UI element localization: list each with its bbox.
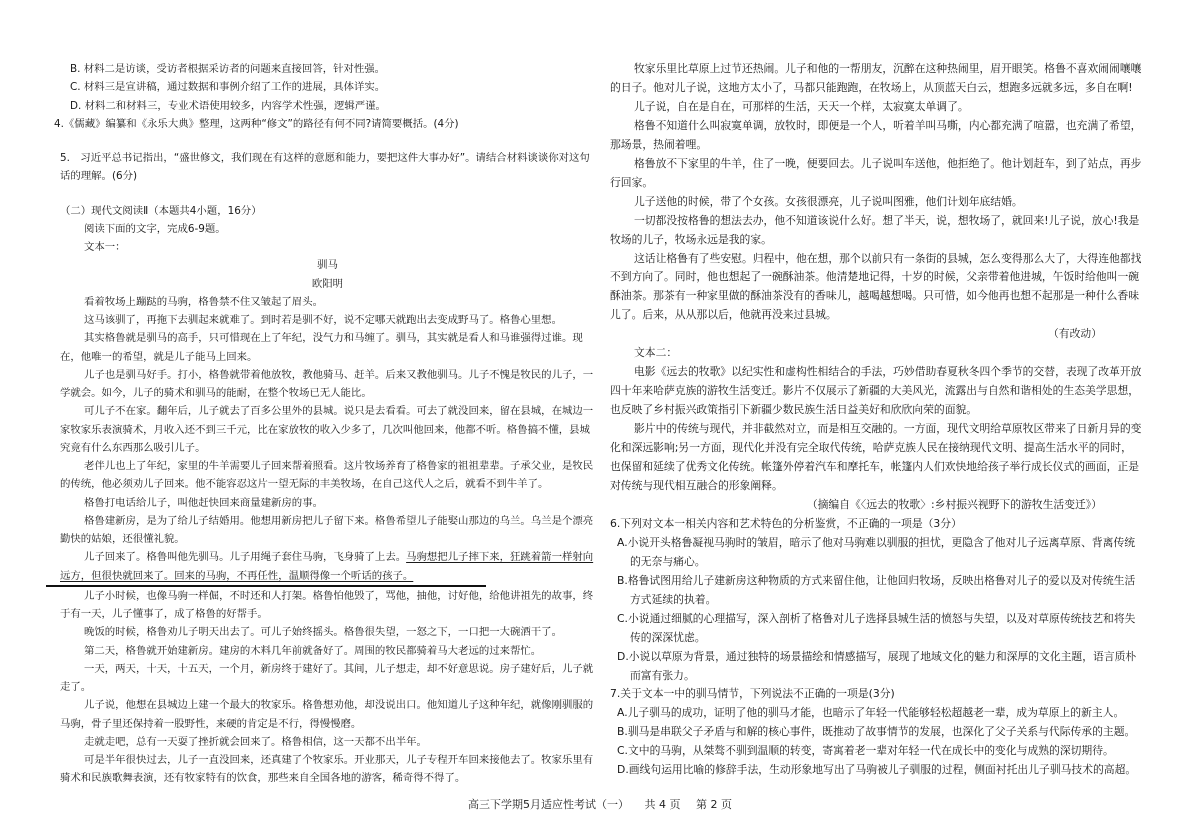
story-title: 驯马 [317,259,338,272]
story-paragraph: 格鲁建新房，是为了给儿子结婚用。他想用新房把儿子留下来。格鲁希望儿子能娶山那边的乌兰。乌兰是个漂亮勤快的姑娘，还很懂礼貌。 [60,514,594,545]
article-paragraph: 电影《远去的牧歌》以纪实性和虚构性相结合的手法，巧妙借助春夏秋冬四个季节的交替，表现了改革开放四十年来哈萨克族的游牧生活变迁。影片不仅展示了新疆的大美风光，流露出与自然和谐相处的生态美学思想，也反映了乡村振兴政策指引下新疆少数民族生活日益美好和欣欣向荣的面貌。 [610,365,1142,417]
text2-source: （摘编自《〈远去的牧歌〉:乡村振兴视野下的游牧生活变迁》） [806,497,1102,511]
story-paragraph: 其实格鲁就是驯马的高手，只可惜现在上了年纪，没气力和马缠了。驯马，其实就是看人和马谁强得过谁。现在，他唯一的希望，就是儿子能马上回来。 [60,332,583,363]
story-paragraph: 一天，两天，十天，十五天，一个月，新房终于建好了。其间，儿子想走，却不好意思说。房子建好后，儿子就走了。 [60,662,594,693]
story-author: 欧阳明 [311,277,344,290]
question-7-option-b: B.驯马是串联父子矛盾与和解的核心事件，既推动了故事情节的发展，也深化了父子关系与代际传承的主题。 [617,725,1136,739]
story-paragraph: 儿子说，他想在县城边上建一个最大的牧家乐。格鲁想劝他，却没说出口。他知道儿子这种年纪，就像刚驯服的马驹，骨子里还保持着一股野性，来硬的肯定是不行，得慢慢磨。 [60,699,594,730]
story-paragraph: 这马该驯了，再拖下去驯起来就难了。到时若是驯不好，说不定哪天就跑出去变成野马了。格鲁心里想。 [84,314,562,326]
section-heading: （二）现代文阅读Ⅱ（本题共4小题，16分） [60,204,262,217]
story-paragraph: 儿子说，自在是自在，可那样的生活，天天一个样，太寂寞太单调了。 [634,99,969,113]
story-paragraph: 晚饭的时候，格鲁劝儿子明天出去了。可儿子始终摇头。格鲁很失望，一怒之下，一口把一大碗酒干了。 [84,626,562,639]
question-6-option-c: C.小说通过细腻的心理描写，深入剖析了格鲁对儿子选择县城生活的愤怒与失望，以及对草原传统技艺和将失传的深深忧虑。 [617,611,1136,644]
source-note: （有改动） [1048,327,1102,341]
option-c-q3: C. 材料三是宣讲稿，通过数据和事例介绍了工作的进展，具体详实。 [70,81,386,94]
question-7-option-a: A.儿子驯马的成功，证明了他的驯马才能，也暗示了年轻一代能够轻松超越老一辈，成为草原上的新主人。 [617,706,1125,720]
question-7-option-c: C.文中的马驹，从桀骜不驯到温顺的转变，寄寓着老一辈对年轻一代在成长中的变化与成熟的深切期待。 [617,744,1114,758]
paragraph-text: 儿子回来了。格鲁叫他先驯马。儿子用绳子套住马驹，飞身骑了上去。 [84,551,407,564]
story-paragraph: 格鲁不知道什么叫寂寞单调，放牧时，即便是一个人，听着羊叫马嘶，内心都充满了喧嚣，也充满了希望，那场景，热闹着哩。 [610,118,1142,151]
story-paragraph: 儿子送他的时候，带了个女孩。女孩很漂亮，儿子说叫图雅，他们计划年底结婚。 [634,194,1023,208]
text1-label: 文本一： [84,241,126,253]
question-5: 5. 习近平总书记指出，“盛世修文，我们现在有这样的意愿和能力，要把这件大事办好”。请结合材料谈谈你对这句话的理解。(6分) [60,152,590,183]
page-footer [0,796,1200,812]
option-b-q3: B. 材料二是访谈，受访者根据采访者的问题来直接回答，针对性强。 [70,63,386,75]
underlined-sentence: 马驹想把儿子摔下来，狂跳着箭一样射向远方，但很快就回来了。回来的马驹，不再任性，温顺得像一个听话的孩子。 [60,551,594,582]
question-6-option-a: A.小说开头格鲁凝视马驹时的皱眉，暗示了他对马驹难以驯服的担忧，更隐含了他对儿子远离草原、背离传统的无奈与痛心。 [617,535,1136,568]
story-paragraph: 老伴儿也上了年纪，家里的牛羊需要儿子回来帮着照看。这片牧场养育了格鲁家的祖祖辈辈。子承父业，是牧民的传统，他必须劝儿子回来。他不能容忍这片一望无际的丰美牧场，在自己这代人之后，就看不到牛羊了。 [60,460,594,491]
story-paragraph: 看着牧场上蹦跶的马驹，格鲁禁不住又皱起了眉头。 [84,295,323,308]
underlined-paragraph [60,548,595,585]
question-6-option-b: B.格鲁试图用给儿子建新房这种物质的方式来留住他，让他回归牧场，反映出格鲁对儿子的爱以及对传统生活方式延续的执着。 [617,573,1136,606]
story-paragraph: 格鲁放不下家里的牛羊，住了一晚，便要回去。儿子说叫车送他，他拒绝了。他计划赶车，到了站点，再步行回家。 [610,156,1142,189]
story-paragraph: 儿子小时候，也像马驹一样倔，不时还和人打架。格鲁怕他毁了，骂他，抽他，讨好他，给他讲祖先的故事，终于有一天，儿子懂事了，成了格鲁的好帮手。 [60,589,594,620]
story-paragraph: 走就走吧，总有一天耍了挫折就会回来了。格鲁相信，这一天都不出半年。 [84,735,427,748]
story-paragraph: 一切都没按格鲁的想法去办，他不知道该说什么好。想了半天，说，想牧场了，就回来!儿子说，放心!我是牧场的儿子，牧场永远是我的家。 [610,213,1140,246]
story-paragraph: 第二天，格鲁就开始建新房。建房的木料几年前就备好了。周围的牧民都骑着马大老远的过来帮忙。 [84,644,542,657]
story-paragraph: 可儿子不在家。翻年后，儿子就去了百多公里外的县城。说只是去看看。可去了就没回来，留在县城，在城边一家牧家乐表演骑术，月收入还不到三千元，比在家放牧的收入少多了，几次叫他回来，他都不听。格鲁搞不懂，县城究竟有什么东西那么吸引儿子。 [60,405,594,454]
left-column [54,60,595,788]
option-d-q3: D. 材料二和材料三，专业术语使用较多，内容学术性强，逻辑严谨。 [70,99,386,112]
question-4: 4.《儒藏》编纂和《永乐大典》整理，这两种“修文”的路径有何不同?请简要概括。(4分) [54,117,459,130]
total-pages: 共 4 页 [644,798,681,811]
text2-label: 文本二： [634,346,678,360]
story-paragraph: 格鲁打电话给儿子，叫他赶快回来商量建新房的事。 [84,496,323,509]
story-paragraph: 牧家乐里比草原上过节还热闹。儿子和他的一帮朋友，沉醉在这种热闹里，眉开眼笑。格鲁不喜欢闹闹嚷嚷的日子。他对儿子说，这地方太小了，马都只能跑跑，在牧场上，从顶蓝天白云，想跑多远就多远，多自在啊! [610,62,1142,94]
story-paragraph: 儿子也是驯马好手。打小，格鲁就带着他放牧，教他骑马、赶羊。后来又教他驯马。儿子不愧是牧民的儿子，一学就会。如今，儿子的骑术和驯马的能耐，在整个牧场已无人能比。 [60,368,594,399]
reading-instruction: 阅读下面的文字，完成6-9题。 [84,222,226,235]
spacer [60,133,595,149]
spacer [60,186,595,202]
right-column [610,60,1142,780]
question-7-option-d: D.画线句运用比喻的修辞手法，生动形象地写出了马驹被儿子驯服的过程，侧面衬托出儿子驯马技术的高超。 [617,763,1137,777]
question-6: 6.下列对文本一相关内容和艺术特色的分析鉴赏，不正确的一项是（3分） [610,516,962,530]
article-paragraph: 影片中的传统与现代，并非截然对立，而是相互交融的。一方面，现代文明给草原牧区带来了日新月异的变化和深远影响;另一方面，现代化并没有完全取代传统，哈萨克族人民在接纳现代文明、提高生活水平的同时，也保留和延续了优秀文化传统。帐篷外停着汽车和摩托车，帐篷内人们欢快地给孩子举行成长仪式的画面，正是对传统与现代相互融合的形象阐释。 [610,422,1142,492]
page-number: 第 2 页 [696,798,732,811]
question-7: 7.关于文本一中的驯马情节，下列说法不正确的一项是(3分) [610,687,895,701]
story-paragraph: 这话让格鲁有了些安慰。归程中，他在想，那个以前只有一条街的县城，怎么变得那么大了，大得连他都找不到方向了。同时，他也想起了一碗酥油茶。他清楚地记得，十岁的时候，父亲带着他进城，午饭时给他叫一碗酥油茶。那茶有一种家里做的酥油茶没有的香味儿，越喝越想喝。只可惜，如今他再也想不起那是一种什么香味儿了。后来，从从那以后，他就再没来过县城。 [610,251,1142,322]
exam-title: 高三下学期5月适应性考试（一） [468,798,629,811]
story-paragraph: 可是半年很快过去，儿子一直没回来，还真建了个牧家乐。开业那天，儿子专程开车回来接他去了。牧家乐里有骑术和民族歌舞表演，还有牧家特有的饮食，那些来自全国各地的游客，稀奇得不得了。 [60,754,594,785]
question-6-option-d: D.小说以草原为背景，通过独特的场景描绘和情感描写，展现了地域文化的魅力和深厚的文化主题，语言质朴而富有张力。 [617,649,1137,682]
